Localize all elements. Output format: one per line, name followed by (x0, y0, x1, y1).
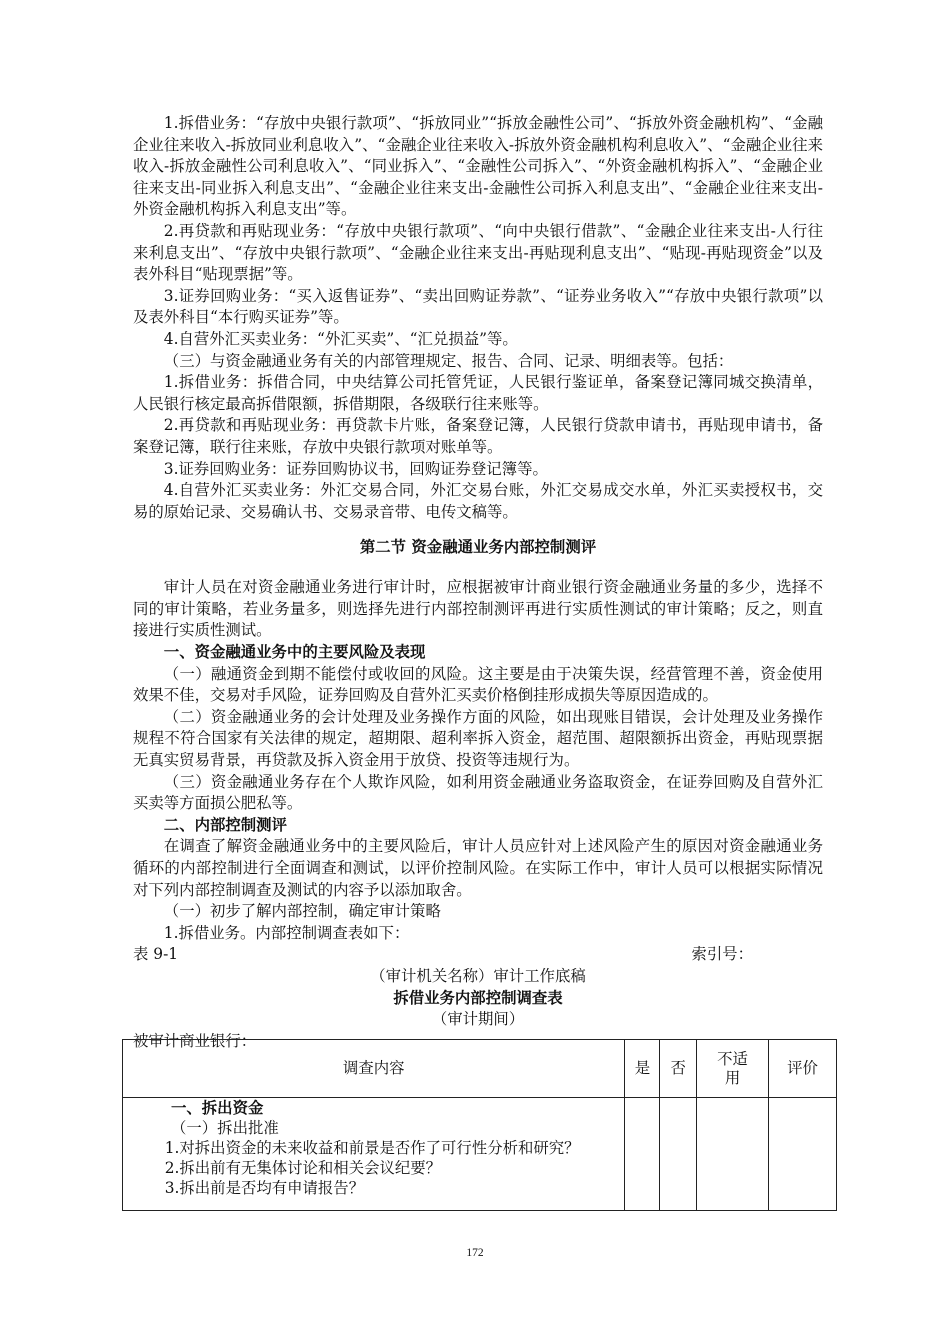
content-cell (123, 1098, 625, 1211)
survey-item: 2.拆出前有无集体讨论和相关会议纪要？ (164, 1159, 442, 1177)
answer-yes-cell[interactable] (625, 1098, 660, 1211)
section-title: 第二节 资金融通业务内部控制测评 (359, 538, 597, 557)
paragraph-rediscount-docs: 2.再贷款和再贴现业务：再贷款卡片账，备案登记簿，人民银行贷款申请书，再贴现申请书，备案登记簿，联行往来账，存放中央银行款项对账单等。 (133, 416, 823, 456)
table-header-row (123, 1040, 837, 1098)
table-section-heading: 一、拆出资金 (171, 1099, 264, 1117)
paragraph-repo-docs: 3.证券回购业务：证券回购协议书，回购证券登记簿等。 (163, 459, 548, 478)
paragraph-risk-2: （二）资金融通业务的会计处理及业务操作方面的风险，如出现账目错误，会计处理及业务操作规程不符合国家有关法律的规定，超期限、超利率拆入资金，超范围、超限额拆出资金，再贴现票据无真实贸易背景，再贷款及拆入资金用于放贷、投资等违规行为。 (133, 707, 823, 770)
evaluation-cell[interactable] (769, 1098, 837, 1211)
paragraph-intro: 审计人员在对资金融通业务进行审计时，应根据被审计商业银行资金融通业务量的多少，选择不同的审计策略，若业务量多，则选择先进行内部控制测评再进行实质性测试的审计策略；反之，则直接进行实质性测试。 (133, 578, 823, 640)
document-body (133, 113, 823, 1052)
step-interbank: 1.拆借业务。内部控制调查表如下： (163, 923, 410, 942)
header-yes: 是 (625, 1040, 660, 1098)
audited-bank-label: 被审计商业银行： (133, 1031, 257, 1050)
step-preliminary: （一）初步了解内部控制，确定审计策略 (163, 902, 441, 921)
page-number: 172 (466, 1247, 484, 1259)
paragraph-fx-docs: 4.自营外汇买卖业务：外汇交易合同，外汇交易台账，外汇交易成交水单，外汇买卖授权书，交易的原始记录、交易确认书、交易录音带、电传文稿等。 (133, 481, 823, 521)
header-evaluation: 评价 (769, 1040, 837, 1098)
heading-control-evaluation: 二、内部控制测评 (163, 815, 287, 834)
answer-na-cell[interactable] (697, 1098, 769, 1211)
paragraph-repo-accounts: 3.证券回购业务：“买入返售证券”、“卖出回购证券款”、“证券业务收入”“存放中央银行款项”以及表外科目“本行购买证券”等。 (133, 286, 823, 327)
paragraph-interbank-accounts: 1.拆借业务：“存放中央银行款项”、“拆放同业”“拆放金融性公司”、“拆放外资金融机构”、“金融企业往来收入-拆放同业利息收入”、“金融企业往来收入-拆放外资金融机构利息收入”、“金融企业往来收入-拆放金融性公司利息收入”、“同业拆入”、“金融性公司拆入”、“外资金融机构拆入”、“金融企业往来支出-同业拆入利息支出”、“金融企业往来支出-金融性公司拆入利息支出”、“金融企业往来支出-外资金融机构拆入利息支出”等。 (133, 114, 823, 219)
paragraph-rediscount-accounts: 2.再贷款和再贴现业务：“存放中央银行款项”、“向中央银行借款”、“金融企业往来支出-人行往来利息支出”、“存放中央银行款项”、“金融企业往来支出-再贴现利息支出”、“贴现-再贴现资金”以及表外科目“贴现票据”等。 (133, 221, 823, 284)
audit-period: （审计期间） (431, 1010, 525, 1029)
paragraph-interbank-docs: 1.拆借业务：拆借合同，中央结算公司托管凭证，人民银行鉴证单，备案登记簿同城交换清单，人民银行核定最高拆借限额，拆借期限，各级联行往来账等。 (133, 373, 823, 413)
header-content: 调查内容 (123, 1040, 625, 1098)
answer-no-cell[interactable] (660, 1098, 697, 1211)
paragraph-internal-docs: （三）与资金融通业务有关的内部管理规定、报告、合同、记录、明细表等。包括： (163, 351, 734, 370)
survey-item: 1.对拆出资金的未来收益和前景是否作了可行性分析和研究？ (164, 1139, 580, 1157)
table-subsection: （一）拆出批准 (171, 1119, 279, 1137)
table-title: 拆借业务内部控制调查表 (393, 988, 563, 1007)
paragraph-control-intro: 在调查了解资金融通业务中的主要风险后，审计人员应针对上述风险产生的原因对资金融通业务循环的内部控制进行全面调查和测试，以评价控制风险。在实际工作中，审计人员可以根据实际情况对下列内部控制调查及测试的内容予以添加取舍。 (133, 837, 823, 899)
heading-risks: 一、资金融通业务中的主要风险及表现 (163, 643, 426, 662)
table-meta-row (133, 944, 823, 966)
paragraph-risk-3: （三）资金融通业务存在个人欺诈风险，如利用资金融通业务盗取资金，在证券回购及自营外汇买卖等方面损公肥私等。 (133, 772, 823, 813)
index-number: 索引号： (691, 945, 753, 964)
survey-table (122, 1039, 837, 1211)
paragraph-fx-accounts: 4.自营外汇买卖业务：“外汇买卖”、“汇兑损益”等。 (163, 329, 518, 348)
org-line: （审计机关名称）审计工作底稿 (370, 966, 586, 985)
paragraph-risk-1: （一）融通资金到期不能偿付或收回的风险。这主要是由于决策失误，经营管理不善，资金使用效果不佳，交易对手风险，证券回购及自营外汇买卖价格倒挂形成损失等原因造成的。 (133, 664, 823, 705)
header-not-applicable: 不适用 (697, 1040, 769, 1098)
survey-item: 3.拆出前是否均有申请报告？ (164, 1179, 365, 1197)
header-no: 否 (660, 1040, 697, 1098)
table-number: 表 9-1 (133, 945, 179, 964)
table-row (123, 1098, 837, 1211)
